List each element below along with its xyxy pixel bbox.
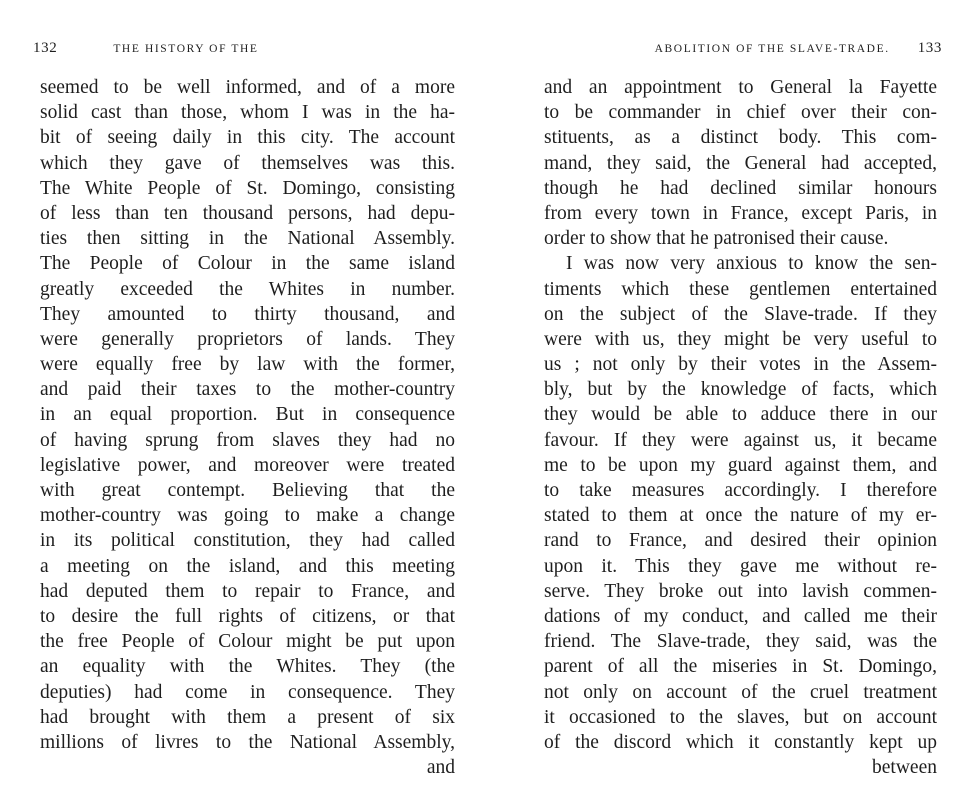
text-line: parent of all the miseries in St. Domingo,	[544, 656, 937, 678]
text-line: legislative power, and moreover were treated	[40, 454, 455, 476]
text-line: it occasioned to the slaves, but on account	[544, 706, 937, 728]
text-line: and paid their taxes to the mother-country	[40, 379, 455, 401]
text-line: had deputed them to repair to France, and	[40, 580, 455, 602]
text-line: though he had declined similar honours	[544, 177, 937, 199]
text-line: were with us, they might be very useful to	[544, 328, 937, 350]
left-page-number: 132	[33, 40, 58, 56]
text-line: I was now very anxious to know the sen-	[566, 253, 937, 275]
text-line: greatly exceeded the Whites in number.	[40, 278, 455, 300]
text-line: in an equal proportion. But in consequence	[40, 404, 455, 426]
text-line: order to show that he patronised their cause.	[544, 228, 889, 250]
text-line: dations of my conduct, and called me their	[544, 605, 937, 627]
text-line: and an appointment to General la Fayette	[544, 77, 937, 98]
text-line: deputies) had come in consequence. They	[40, 681, 455, 703]
text-line: The White People of St. Domingo, consisting	[40, 177, 455, 199]
text-line: millions of livres to the National Assembly,	[40, 731, 455, 753]
text-line: were equally free by law with the former,	[40, 354, 455, 376]
text-line: me to be upon my guard against them, and	[544, 454, 937, 476]
text-line: bly, but by the knowledge of facts, which	[544, 379, 937, 401]
right-page	[490, 0, 980, 790]
text-line: a meeting on the island, and this meeting	[40, 555, 455, 577]
text-line: of less than ten thousand persons, had depu-	[40, 202, 455, 224]
text-line: they would be able to adduce there in our	[544, 404, 937, 426]
text-line: had brought with them a present of six	[40, 706, 455, 728]
text-line: of the discord which it constantly kept up	[544, 731, 937, 753]
text-line: to desire the full rights of citizens, or that	[40, 605, 455, 627]
text-line: the free People of Colour might be put upon	[40, 631, 455, 653]
catchword: between	[872, 757, 937, 779]
text-line: seemed to be well informed, and of a more	[40, 77, 455, 98]
text-line: in its political constitution, they had called	[40, 530, 455, 552]
catchword: and	[426, 757, 455, 779]
text-line: serve. They broke out into lavish commen-	[544, 580, 937, 602]
text-line: from every town in France, except Paris, in	[544, 202, 937, 224]
left-body-text	[40, 75, 455, 780]
text-line: bit of seeing daily in this city. The account	[40, 127, 455, 149]
text-line: solid cast than those, whom I was in the ha-	[40, 102, 455, 124]
text-line: us ; not only by their votes in the Assem-	[544, 354, 937, 376]
text-line: The People of Colour in the same island	[40, 253, 455, 275]
right-running-head	[602, 40, 942, 58]
text-line: with great contempt. Believing that the	[40, 480, 455, 501]
text-line: ties then sitting in the National Assembly.	[40, 228, 455, 250]
right-body-text	[544, 75, 937, 780]
text-line: of having sprung from slaves they had no	[40, 429, 455, 451]
text-line: were generally proprietors of lands. They	[40, 328, 455, 350]
text-line: timents which these gentlemen entertained	[544, 278, 937, 300]
text-line: which they gave of themselves was this.	[40, 152, 455, 174]
text-line: friend. The Slave-trade, they said, was the	[544, 631, 937, 653]
text-line: an equality with the Whites. They (the	[40, 656, 455, 678]
text-line: upon it. This they gave me without re-	[544, 555, 937, 577]
text-line: They amounted to thirty thousand, and	[40, 303, 455, 325]
right-page-number: 133	[917, 40, 942, 56]
right-running-title: ABOLITION OF THE SLAVE-TRADE.	[654, 43, 890, 55]
text-line: mother-country was going to make a change	[40, 505, 455, 527]
text-line: to take measures accordingly. I therefore	[544, 480, 937, 501]
text-line: stated to them at once the nature of my er-	[544, 505, 937, 527]
text-line: favour. If they were against us, it became	[544, 429, 937, 451]
text-line: on the subject of the Slave-trade. If they	[544, 303, 937, 325]
text-line: rand to France, and desired their opinion	[544, 530, 937, 552]
text-line: mand, they said, the General had accepted,	[544, 152, 937, 174]
left-running-title: THE HISTORY OF THE	[113, 43, 259, 55]
left-running-head	[33, 40, 333, 58]
text-line: to be commander in chief over their con-	[544, 102, 937, 124]
text-line: not only on account of the cruel treatment	[544, 681, 937, 703]
text-line: stituents, as a distinct body. This com-	[544, 127, 937, 149]
